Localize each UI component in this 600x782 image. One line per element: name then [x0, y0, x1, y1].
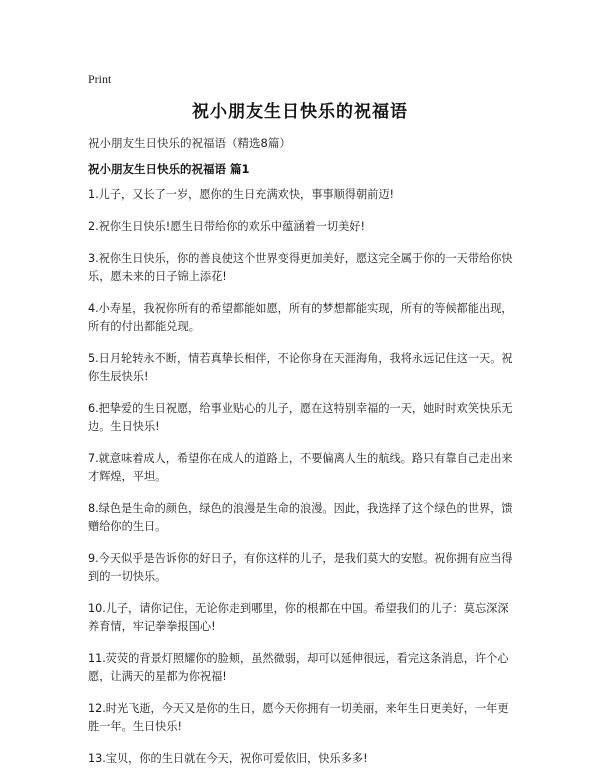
document-subtitle: 祝小朋友生日快乐的祝福语（精选8篇） — [88, 136, 291, 150]
wish-entry: 5.日月轮转永不断，情若真挚长相伴，不论你身在天涯海角，我将永远记住这一天。祝你生辰快乐! — [88, 352, 513, 383]
print-link[interactable]: Print — [88, 72, 112, 86]
wish-entry: 13.宝贝，你的生日就在今天，祝你可爱依旧，快乐多多! — [88, 752, 368, 765]
wish-entry: 9.今天似乎是告诉你的好日子，有你这样的儿子，是我们莫大的安慰。祝你拥有应当得到的一切快乐。 — [88, 552, 513, 583]
document-title: 祝小朋友生日快乐的祝福语 — [192, 102, 408, 122]
wish-entry: 4.小寿星，我祝你所有的希望都能如愿，所有的梦想都能实现，所有的等候都能出现，所有的付出都能兑现。 — [88, 302, 513, 333]
wish-entry: 6.把挚爱的生日祝愿，给事业贴心的儿子，愿在这特别幸福的一天，她时时欢笑快乐无边。生日快乐! — [88, 402, 513, 433]
wish-entry: 12.时光飞逝，今天又是你的生日，愿今天你拥有一切美丽，来年生日更美好，一年更胜一年。生日快乐! — [88, 702, 509, 733]
wish-entry: 1.儿子，又长了一岁，愿你的生日充满欢快，事事顺得朝前迈! — [88, 188, 395, 201]
wish-entry: 11.荧荧的背景灯照耀你的脸颊，虽然微弱，却可以延伸很远，看完这条消息，许个心愿，让满天的星都为你祝福! — [88, 652, 509, 683]
wish-entry: 8.绿色是生命的颜色，绿色的浪漫是生命的浪漫。因此，我选择了这个绿色的世界，馈赠给你的生日。 — [88, 502, 513, 533]
wish-entry: 7.就意味着成人，希望你在成人的道路上，不要偏离人生的航线。路只有靠自己走出来才辉煌，平坦。 — [88, 452, 513, 483]
wish-list — [88, 186, 516, 782]
wish-entry: 3.祝你生日快乐，你的善良使这个世界变得更加美好，愿这完全属于你的一天带给你快乐，愿未来的日子锦上添花! — [88, 252, 513, 283]
wish-entry: 10.儿子，请你记住，无论你走到哪里，你的根都在中国。希望我们的儿子：莫忘深深养育情，牢记拳拳报国心! — [88, 602, 509, 633]
section-heading: 祝小朋友生日快乐的祝福语 篇1 — [88, 162, 250, 176]
wish-entry: 2.祝你生日快乐!愿生日带给你的欢乐中蕴涵着一切美好! — [88, 220, 365, 233]
